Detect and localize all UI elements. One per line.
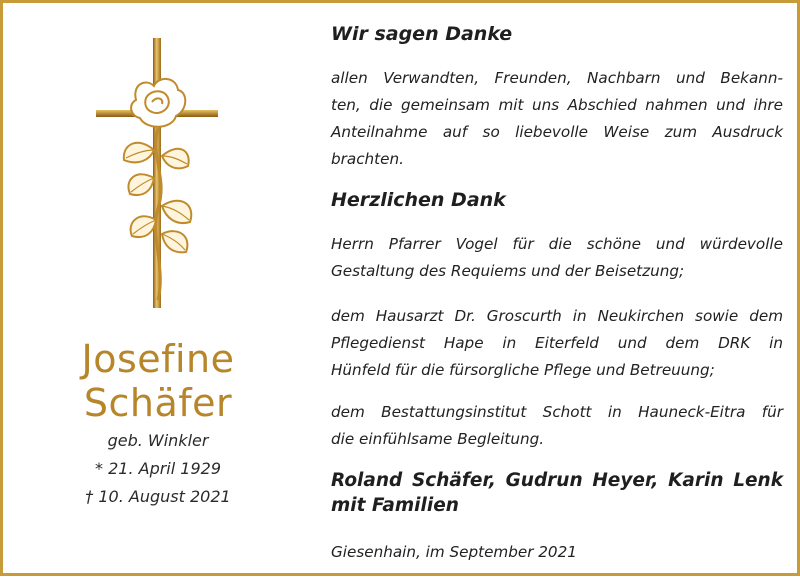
heading-heartfelt-thanks: Herzlichen Dank	[331, 189, 506, 211]
heading-thanks: Wir sagen Danke	[331, 23, 513, 45]
cross-with-rose-icon	[88, 38, 228, 348]
place-date-text: Giesenhain, im September 2021	[331, 543, 577, 561]
birth-date: * 21. April 1929	[95, 459, 221, 478]
text-line: Pflegedienst Hape in Eiterfeld und dem DRK in	[331, 334, 783, 352]
text-line: dem Hausarzt Dr. Groscurth in Neukirchen sowie dem	[331, 307, 783, 325]
text-line: Anteilnahme auf so liebevolle Weise zum Ausdruck	[331, 123, 783, 141]
text-line: die einfühlsame Begleitung.	[331, 430, 545, 448]
deceased-first-name: Josefine	[81, 337, 235, 381]
text-line: allen Verwandten, Freunden, Nachbarn und Bekann-	[331, 69, 783, 87]
text-line: dem Bestattungsinstitut Schott in Hauneck-Eitra für	[331, 403, 783, 421]
deceased-last-name: Schäfer	[83, 381, 233, 425]
signature	[331, 468, 783, 518]
text-line: ten, die gemeinsam mit uns Abschied nahmen und ihre	[331, 96, 783, 114]
text-line: Gestaltung des Requiems und der Beisetzung;	[331, 262, 685, 280]
deceased-panel	[3, 3, 313, 579]
signature-line: mit Familien	[331, 495, 459, 516]
paragraph-doctor-care	[331, 303, 783, 384]
text-line: brachten.	[331, 150, 404, 168]
death-date: † 10. August 2021	[85, 487, 231, 506]
text-line: Herrn Pfarrer Vogel für die schöne und würdevolle	[331, 235, 783, 253]
place-date	[331, 539, 783, 566]
paragraph-funeral-home	[331, 399, 783, 453]
text-line: Hünfeld für die fürsorgliche Pflege und Betreuung;	[331, 361, 715, 379]
paragraph-relatives	[331, 65, 783, 173]
signature-line: Roland Schäfer, Gudrun Heyer, Karin Lenk	[331, 470, 783, 491]
paragraph-pastor	[331, 231, 783, 285]
birth-name: geb. Winkler	[107, 431, 209, 450]
